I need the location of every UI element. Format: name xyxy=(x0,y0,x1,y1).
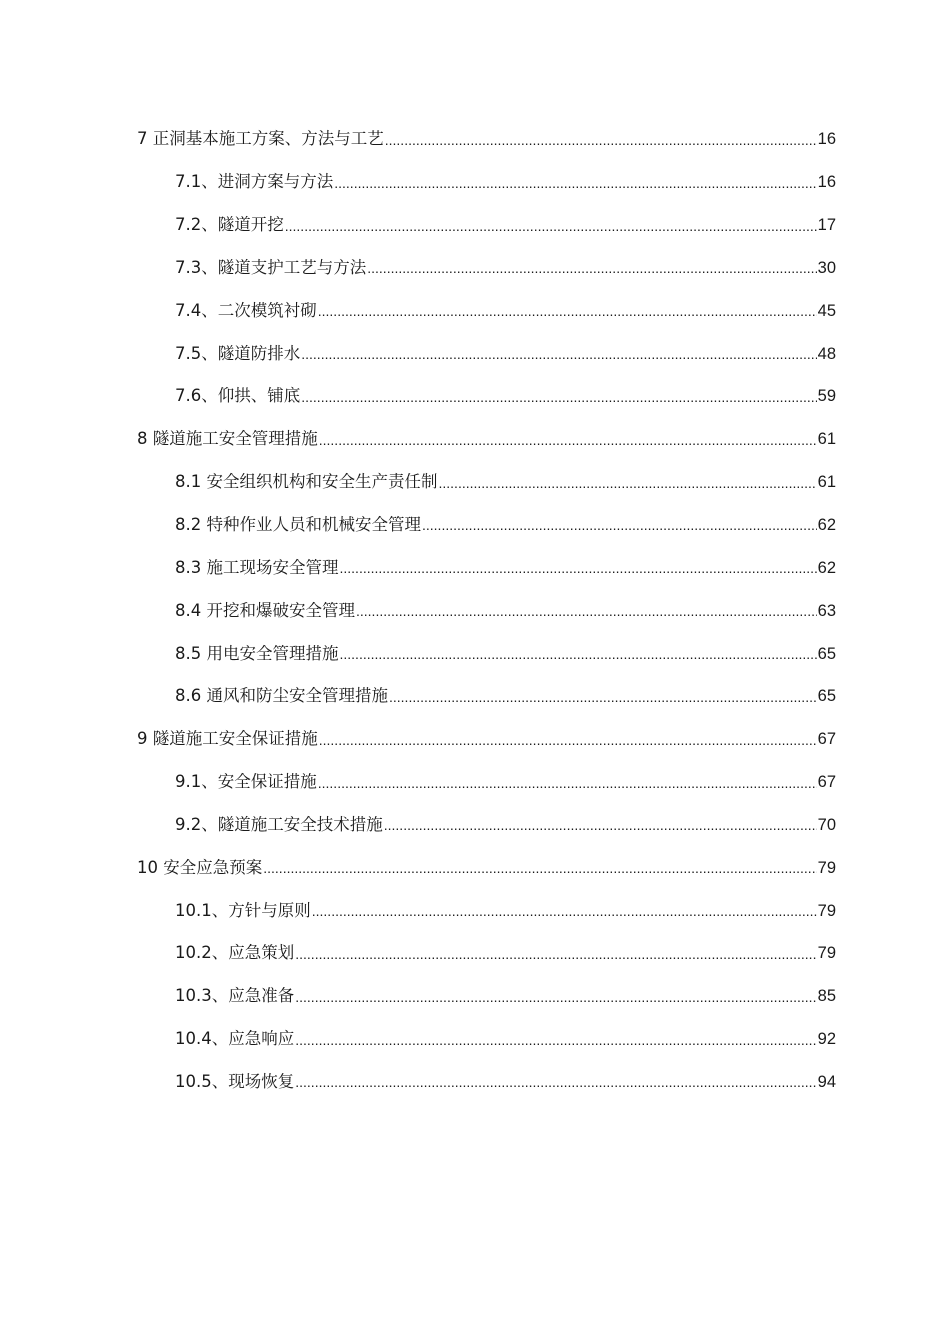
toc-page-number: 30 xyxy=(817,258,836,277)
toc-entry[interactable] xyxy=(0,504,950,547)
toc-entry[interactable] xyxy=(0,1018,950,1061)
dot-leader xyxy=(295,1072,816,1103)
toc-entry-label: 10.2、应急策划 xyxy=(175,943,295,963)
dot-leader xyxy=(301,387,816,418)
toc-page-number: 67 xyxy=(817,773,836,792)
dot-leader xyxy=(319,430,817,461)
toc-entry[interactable] xyxy=(0,1061,950,1104)
dot-leader xyxy=(285,216,817,247)
toc-entry[interactable] xyxy=(0,204,950,247)
toc-entry[interactable] xyxy=(0,718,950,761)
dot-leader xyxy=(356,601,817,632)
dot-leader xyxy=(422,515,817,546)
toc-entry-label: 8.5 用电安全管理措施 xyxy=(175,643,339,663)
toc-page-number: 61 xyxy=(817,430,836,449)
dot-leader xyxy=(367,258,816,289)
toc-entry-label: 7.1、进洞方案与方法 xyxy=(175,172,334,192)
toc-page-number: 62 xyxy=(817,516,836,535)
toc-page-number: 17 xyxy=(817,216,836,235)
table-of-contents xyxy=(0,118,950,1103)
toc-page-number: 85 xyxy=(817,987,836,1006)
toc-entry-label: 10.3、应急准备 xyxy=(175,986,295,1006)
toc-page-number: 65 xyxy=(817,687,836,706)
dot-leader xyxy=(301,344,816,375)
toc-entry-label: 8.3 施工现场安全管理 xyxy=(175,557,339,577)
toc-entry[interactable] xyxy=(0,461,950,504)
toc-page-number: 94 xyxy=(817,1072,836,1091)
dot-leader xyxy=(340,558,817,589)
toc-entry-label: 10.1、方针与原则 xyxy=(175,900,311,920)
toc-entry-label: 7.3、隧道支护工艺与方法 xyxy=(175,257,367,277)
toc-page-number: 45 xyxy=(817,301,836,320)
toc-page-number: 79 xyxy=(817,944,836,963)
toc-entry-label: 10.5、现场恢复 xyxy=(175,1071,295,1091)
toc-entry-label: 10.4、应急响应 xyxy=(175,1029,295,1049)
dot-leader xyxy=(263,858,816,889)
toc-entry[interactable] xyxy=(0,675,950,718)
dot-leader xyxy=(318,301,817,332)
dot-leader xyxy=(334,173,816,204)
dot-leader xyxy=(312,901,817,932)
dot-leader xyxy=(295,987,816,1018)
toc-entry-label: 8.4 开挖和爆破安全管理 xyxy=(175,600,355,620)
toc-page-number: 92 xyxy=(817,1030,836,1049)
toc-entry[interactable] xyxy=(0,846,950,889)
toc-entry-label: 8.1 安全组织机构和安全生产责任制 xyxy=(175,472,438,492)
toc-entry[interactable] xyxy=(0,247,950,290)
toc-entry-label: 10 安全应急预案 xyxy=(137,857,263,877)
toc-entry-label: 7 正洞基本施工方案、方法与工艺 xyxy=(137,129,384,149)
toc-entry[interactable] xyxy=(0,546,950,589)
toc-entry-label: 7.5、隧道防排水 xyxy=(175,343,301,363)
toc-entry[interactable] xyxy=(0,161,950,204)
toc-entry[interactable] xyxy=(0,632,950,675)
toc-entry[interactable] xyxy=(0,932,950,975)
toc-page-number: 16 xyxy=(817,173,836,192)
dot-leader xyxy=(319,730,817,761)
dot-leader xyxy=(439,473,817,504)
toc-page-number: 79 xyxy=(817,858,836,877)
toc-page-number: 16 xyxy=(817,130,836,149)
toc-entry-label: 8 隧道施工安全管理措施 xyxy=(137,429,318,449)
toc-entry-label: 9 隧道施工安全保证措施 xyxy=(137,729,318,749)
toc-entry[interactable] xyxy=(0,375,950,418)
dot-leader xyxy=(340,644,817,675)
toc-entry-label: 7.4、二次模筑衬砌 xyxy=(175,300,317,320)
toc-page-number: 79 xyxy=(817,901,836,920)
toc-entry[interactable] xyxy=(0,589,950,632)
toc-entry[interactable] xyxy=(0,118,950,161)
toc-page-number: 59 xyxy=(817,387,836,406)
toc-page-number: 65 xyxy=(817,644,836,663)
toc-entry[interactable] xyxy=(0,761,950,804)
toc-page-number: 67 xyxy=(817,730,836,749)
toc-page-number: 63 xyxy=(817,601,836,620)
toc-entry[interactable] xyxy=(0,804,950,847)
toc-entry-label: 7.6、仰拱、铺底 xyxy=(175,386,301,406)
toc-page-number: 48 xyxy=(817,344,836,363)
toc-entry[interactable] xyxy=(0,975,950,1018)
toc-entry-label: 8.6 通风和防尘安全管理措施 xyxy=(175,686,388,706)
dot-leader xyxy=(389,687,817,718)
dot-leader xyxy=(295,1030,816,1061)
toc-page-number: 70 xyxy=(817,815,836,834)
dot-leader xyxy=(385,130,817,161)
toc-page-number: 62 xyxy=(817,558,836,577)
dot-leader xyxy=(384,815,817,846)
toc-entry-label: 7.2、隧道开挖 xyxy=(175,215,284,235)
toc-entry[interactable] xyxy=(0,289,950,332)
toc-page-number: 61 xyxy=(817,473,836,492)
toc-entry-label: 9.2、隧道施工安全技术措施 xyxy=(175,814,383,834)
toc-entry-label: 8.2 特种作业人员和机械安全管理 xyxy=(175,515,421,535)
toc-entry[interactable] xyxy=(0,332,950,375)
toc-entry[interactable] xyxy=(0,889,950,932)
toc-entry-label: 9.1、安全保证措施 xyxy=(175,772,317,792)
dot-leader xyxy=(318,773,817,804)
dot-leader xyxy=(295,944,816,975)
toc-entry[interactable] xyxy=(0,418,950,461)
